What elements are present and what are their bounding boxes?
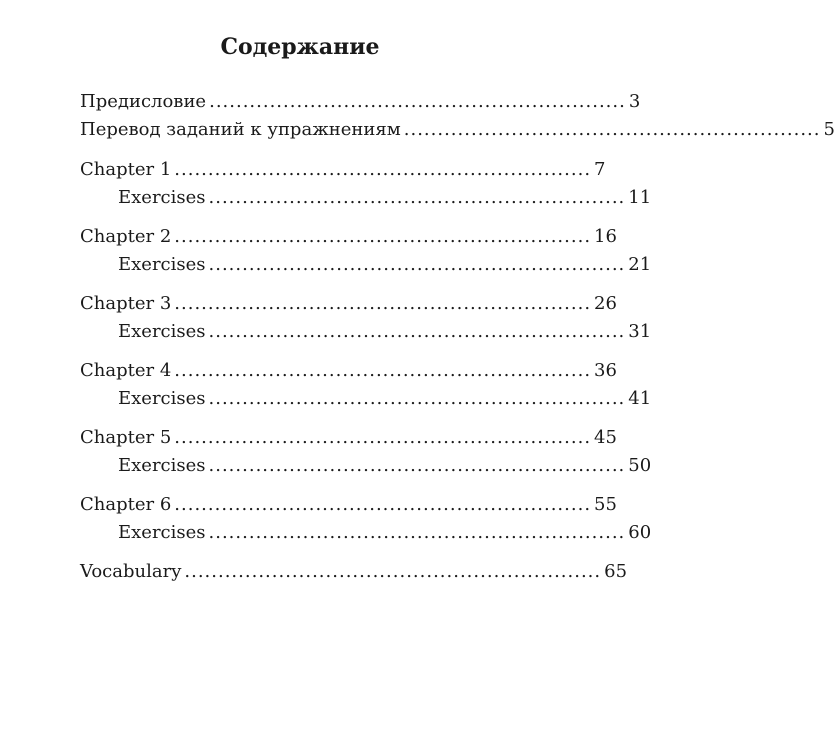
toc-entry-page: 26 <box>594 293 617 314</box>
toc-entry-label: Exercises <box>118 254 206 275</box>
leader-dots: .............................................................. <box>208 388 626 409</box>
toc-entry-translation[interactable] <box>80 116 835 144</box>
toc-entry-label: Chapter 2 <box>80 226 172 247</box>
leader-dots: .............................................................. <box>174 427 592 448</box>
toc-entry-exercises-6[interactable] <box>80 519 652 546</box>
toc-entry-preface[interactable] <box>80 88 641 116</box>
toc-entry-label: Exercises <box>118 187 206 208</box>
toc-entry-label: Chapter 1 <box>80 159 172 180</box>
toc-entry-page: 50 <box>628 455 652 476</box>
leader-dots: .............................................................. <box>174 226 592 247</box>
toc-entry-label: Chapter 3 <box>80 293 172 314</box>
leader-dots: .............................................................. <box>208 254 626 275</box>
toc-entry-label: Vocabulary <box>80 561 182 582</box>
toc-entry-exercises-3[interactable] <box>80 318 652 345</box>
leader-dots: .............................................................. <box>174 159 592 180</box>
leader-dots: .............................................................. <box>208 455 626 476</box>
toc-entry-page: 41 <box>628 388 652 409</box>
toc-entry-label: Exercises <box>118 388 206 409</box>
leader-dots: .............................................................. <box>208 522 626 543</box>
leader-dots: .............................................................. <box>403 119 821 140</box>
toc-entry-page: 65 <box>604 561 628 582</box>
toc-entry-label: Exercises <box>118 321 206 342</box>
leader-dots: .............................................................. <box>208 187 626 208</box>
toc-entry-chapter-5[interactable] <box>80 424 617 452</box>
toc-entry-page: 11 <box>628 187 652 208</box>
toc-entry-chapter-6[interactable] <box>80 491 617 519</box>
toc-entry-exercises-4[interactable] <box>80 385 652 412</box>
page-title: Содержание <box>220 34 380 60</box>
toc-entry-label: Chapter 5 <box>80 427 172 448</box>
toc-entry-exercises-1[interactable] <box>80 184 652 211</box>
toc-entry-label: Перевод заданий к упражнениям <box>80 119 401 140</box>
toc-entry-page: 16 <box>594 226 617 247</box>
toc-entry-page: 5 <box>823 119 835 140</box>
leader-dots: .............................................................. <box>174 293 592 314</box>
toc-entry-page: 3 <box>628 91 641 112</box>
toc-entry-label: Exercises <box>118 455 206 476</box>
toc-entry-chapter-4[interactable] <box>80 357 617 385</box>
table-of-contents <box>80 88 835 586</box>
toc-entry-chapter-1[interactable] <box>80 156 606 184</box>
toc-entry-vocabulary[interactable] <box>80 558 628 586</box>
leader-dots: .............................................................. <box>184 561 602 582</box>
toc-entry-label: Chapter 4 <box>80 360 172 381</box>
leader-dots: .............................................................. <box>174 494 592 515</box>
leader-dots: .............................................................. <box>209 91 626 112</box>
toc-entry-label: Предисловие <box>80 91 207 112</box>
toc-entry-page: 31 <box>628 321 652 342</box>
toc-entry-exercises-2[interactable] <box>80 251 652 278</box>
toc-entry-label: Exercises <box>118 522 206 543</box>
toc-entry-exercises-5[interactable] <box>80 452 652 479</box>
toc-entry-page: 60 <box>628 522 652 543</box>
leader-dots: .............................................................. <box>174 360 592 381</box>
toc-entry-label: Chapter 6 <box>80 494 172 515</box>
toc-entry-page: 7 <box>594 159 606 180</box>
toc-entry-chapter-3[interactable] <box>80 290 617 318</box>
toc-entry-page: 55 <box>594 494 617 515</box>
toc-entry-chapter-2[interactable] <box>80 223 617 251</box>
toc-entry-page: 36 <box>594 360 617 381</box>
toc-entry-page: 21 <box>628 254 652 275</box>
toc-entry-page: 45 <box>594 427 617 448</box>
leader-dots: .............................................................. <box>208 321 626 342</box>
